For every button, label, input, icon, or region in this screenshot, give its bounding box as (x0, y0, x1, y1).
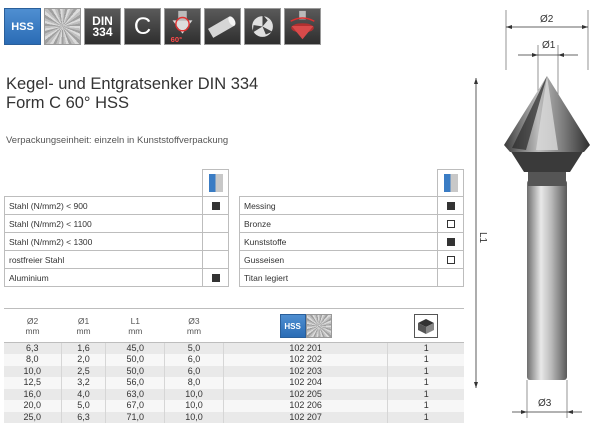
din-label: DIN (92, 13, 113, 28)
three-flute-icon (244, 8, 281, 45)
col-header-l1 (106, 309, 165, 343)
cell-d3: 10,0 (165, 412, 224, 424)
cell-d3: 6,0 (165, 354, 224, 366)
dimension-header-row (4, 309, 464, 343)
suitable-mark (212, 202, 220, 210)
feature-icon-strip (4, 8, 321, 45)
product-title-line2: Form C 60° HSS (6, 94, 130, 112)
material-mark-cell (438, 269, 464, 287)
cell-d1: 1,6 (61, 343, 106, 355)
d1-label: Ø1 (542, 40, 556, 51)
material-row (5, 197, 229, 215)
dimension-d3 (512, 380, 582, 418)
countersink-drawing (466, 0, 600, 444)
table-row (4, 377, 464, 389)
cell-qty: 1 (388, 354, 464, 366)
table-row (4, 412, 464, 424)
material-row (240, 233, 464, 251)
hss-icon-label: HSS (11, 20, 34, 33)
table-row (4, 389, 464, 401)
table-row (4, 354, 464, 366)
material-label: Stahl (N/mm2) < 1300 (5, 233, 203, 251)
material-row (240, 197, 464, 215)
cell-d3: 10,0 (165, 400, 224, 412)
dimension-table (4, 308, 464, 423)
material-header-cell (203, 170, 229, 197)
cell-d1: 4,0 (61, 389, 106, 401)
brushed-metal-icon-small (306, 314, 332, 338)
cell-d2: 8,0 (4, 354, 61, 366)
material-row (240, 251, 464, 269)
material-mark-cell (203, 215, 229, 233)
material-row (5, 233, 229, 251)
cylindrical-shank-icon (204, 8, 241, 45)
din-norm-icon (84, 8, 121, 45)
cell-d1: 3,2 (61, 377, 106, 389)
cell-qty: 1 (388, 412, 464, 424)
form-letter: C (133, 12, 152, 40)
cell-article: 102 204 (223, 377, 388, 389)
material-label: Aluminium (5, 269, 203, 287)
cell-article: 102 206 (223, 400, 388, 412)
material-mark-cell (203, 233, 229, 251)
col-header-article (223, 309, 388, 343)
cell-d2: 12,5 (4, 377, 61, 389)
col-name: Ø2 (26, 315, 39, 326)
cell-d3: 5,0 (165, 343, 224, 355)
cell-qty: 1 (388, 400, 464, 412)
material-table-right (239, 169, 464, 287)
material-mark-cell (203, 197, 229, 215)
material-mark-cell (438, 233, 464, 251)
cell-d2: 20,0 (4, 400, 61, 412)
material-label: rostfreier Stahl (5, 251, 203, 269)
cell-d1: 6,3 (61, 412, 106, 424)
material-header-cell (438, 170, 464, 197)
table-row (4, 366, 464, 378)
cell-l1: 50,0 (106, 366, 165, 378)
cell-article: 102 203 (223, 366, 388, 378)
cell-article: 102 205 (223, 389, 388, 401)
suitable-mark (447, 238, 455, 246)
col-header-package (388, 309, 464, 343)
cell-d1: 5,0 (61, 400, 106, 412)
suitable-mark (212, 274, 220, 282)
cell-qty: 1 (388, 377, 464, 389)
conditional-mark (447, 220, 455, 228)
material-row (240, 215, 464, 233)
material-mark-cell (203, 269, 229, 287)
col-name: Ø3 (188, 315, 200, 326)
product-title-line1: Kegel- und Entgratsenker DIN 334 (6, 75, 259, 93)
brushed-metal-icon (44, 8, 81, 45)
table-row (4, 343, 464, 355)
col-name: L1 (130, 315, 141, 326)
col-name: Ø1 (77, 315, 90, 326)
cell-d1: 2,0 (61, 354, 106, 366)
tool-material-icon (209, 174, 223, 192)
countersink-tool (504, 76, 590, 380)
col-unit: mm (25, 325, 40, 336)
countersink-angle-icon (164, 8, 201, 45)
product-title (6, 75, 258, 113)
cell-d2: 16,0 (4, 389, 61, 401)
dimension-l1 (474, 78, 488, 388)
angle-label: 60° (170, 35, 183, 45)
cell-d2: 6,3 (4, 343, 61, 355)
cell-d2: 10,0 (4, 366, 61, 378)
material-table-left (4, 169, 229, 287)
hss-icon-small: HSS (280, 314, 306, 338)
cell-l1: 67,0 (106, 400, 165, 412)
table-row (4, 400, 464, 412)
cell-d3: 8,0 (165, 377, 224, 389)
material-label: Titan legiert (240, 269, 438, 287)
material-label: Kunststoffe (240, 233, 438, 251)
cell-qty: 1 (388, 389, 464, 401)
cell-d3: 10,0 (165, 389, 224, 401)
material-mark-cell (438, 215, 464, 233)
col-unit: mm (128, 325, 143, 336)
material-label: Messing (240, 197, 438, 215)
material-header-spacer (5, 170, 203, 197)
cell-d1: 2,5 (61, 366, 106, 378)
cell-d3: 6,0 (165, 366, 224, 378)
col-header-d1 (61, 309, 106, 343)
material-header-spacer (240, 170, 438, 197)
form-c-icon (124, 8, 161, 45)
material-mark-cell (438, 197, 464, 215)
d3-label: Ø3 (538, 398, 552, 409)
col-unit: mm (186, 325, 202, 336)
material-label: Bronze (240, 215, 438, 233)
col-header-d2 (4, 309, 61, 343)
material-row (240, 269, 464, 287)
d2-label: Ø2 (540, 14, 554, 25)
countersinking-application-icon (284, 8, 321, 45)
suitable-mark (447, 202, 455, 210)
cell-article: 102 201 (223, 343, 388, 355)
package-icon (414, 314, 438, 338)
cell-qty: 1 (388, 366, 464, 378)
col-unit: mm (76, 325, 91, 336)
material-mark-cell (438, 251, 464, 269)
tool-material-icon (444, 174, 458, 192)
material-row (5, 251, 229, 269)
cell-l1: 63,0 (106, 389, 165, 401)
packaging-note: Verpackungseinheit: einzeln in Kunststoffverpackung (6, 135, 229, 146)
l1-label: L1 (477, 232, 488, 244)
material-label: Stahl (N/mm2) < 1100 (5, 215, 203, 233)
cell-l1: 50,0 (106, 354, 165, 366)
hss-icon (4, 8, 41, 45)
col-header-d3 (165, 309, 224, 343)
material-label: Gusseisen (240, 251, 438, 269)
cell-qty: 1 (388, 343, 464, 355)
conditional-mark (447, 256, 455, 264)
cell-l1: 71,0 (106, 412, 165, 424)
material-row (5, 215, 229, 233)
cell-article: 102 202 (223, 354, 388, 366)
cell-d2: 25,0 (4, 412, 61, 424)
material-label: Stahl (N/mm2) < 900 (5, 197, 203, 215)
cell-article: 102 207 (223, 412, 388, 424)
cell-l1: 56,0 (106, 377, 165, 389)
material-row (5, 269, 229, 287)
material-mark-cell (203, 251, 229, 269)
din-number: 334 (92, 24, 113, 39)
cell-l1: 45,0 (106, 343, 165, 355)
